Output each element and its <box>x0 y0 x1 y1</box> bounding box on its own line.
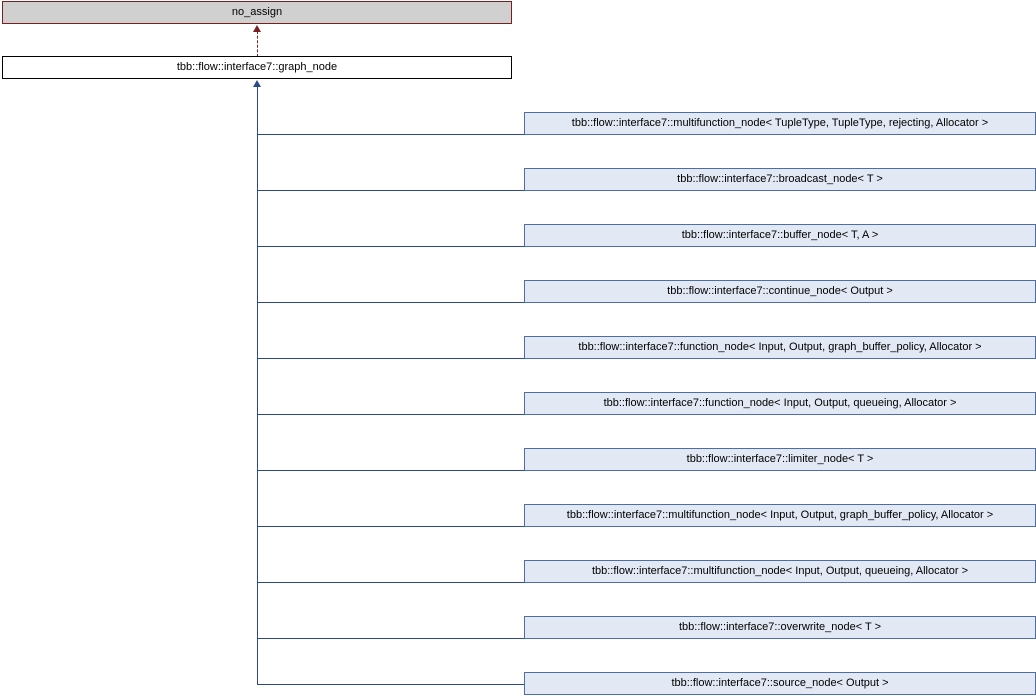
class-box-graph-node[interactable] <box>2 56 512 79</box>
connector-line <box>257 190 524 191</box>
trunk-line <box>257 87 258 684</box>
connector-line <box>257 638 524 639</box>
class-label: tbb::flow::interface7::function_node< Input, Output, graph_buffer_policy, Allocator > <box>578 341 982 353</box>
class-label: tbb::flow::interface7::multifunction_node< Input, Output, queueing, Allocator > <box>591 565 969 577</box>
class-box-derived-9[interactable] <box>524 616 1036 639</box>
class-label: tbb::flow::interface7::source_node< Output > <box>671 677 889 689</box>
class-label: tbb::flow::interface7::graph_node <box>176 61 338 73</box>
connector-line <box>257 414 524 415</box>
class-box-no-assign[interactable] <box>2 1 512 24</box>
connector-line <box>257 302 524 303</box>
class-box-derived-8[interactable] <box>524 560 1036 583</box>
inheritance-arrow-dashed <box>253 25 261 32</box>
inheritance-arrow-solid <box>253 80 261 87</box>
inheritance-link-dashed <box>257 31 258 57</box>
connector-line <box>257 134 524 135</box>
connector-line <box>257 358 524 359</box>
class-label: no_assign <box>231 6 283 18</box>
class-box-derived-3[interactable] <box>524 280 1036 303</box>
class-label: tbb::flow::interface7::overwrite_node< T > <box>679 621 881 633</box>
class-label: tbb::flow::interface7::broadcast_node< T > <box>677 173 883 185</box>
class-box-derived-6[interactable] <box>524 448 1036 471</box>
connector-line <box>257 582 524 583</box>
connector-line <box>257 470 524 471</box>
class-box-derived-0[interactable] <box>524 112 1036 135</box>
connector-line <box>257 684 524 685</box>
class-label: tbb::flow::interface7::multifunction_node< TupleType, TupleType, rejecting, Allocator > <box>571 117 989 129</box>
class-box-derived-2[interactable] <box>524 224 1036 247</box>
class-box-derived-7[interactable] <box>524 504 1036 527</box>
class-label: tbb::flow::interface7::multifunction_node< Input, Output, graph_buffer_policy, Allocator > <box>566 509 994 521</box>
class-label: tbb::flow::interface7::function_node< Input, Output, queueing, Allocator > <box>603 397 957 409</box>
class-box-derived-1[interactable] <box>524 168 1036 191</box>
class-label: tbb::flow::interface7::buffer_node< T, A > <box>681 229 879 241</box>
class-label: tbb::flow::interface7::limiter_node< T > <box>686 453 874 465</box>
connector-line <box>257 526 524 527</box>
class-box-derived-10[interactable] <box>524 672 1036 695</box>
connector-line <box>257 246 524 247</box>
class-label: tbb::flow::interface7::continue_node< Output > <box>667 285 893 297</box>
class-box-derived-4[interactable] <box>524 336 1036 359</box>
class-box-derived-5[interactable] <box>524 392 1036 415</box>
